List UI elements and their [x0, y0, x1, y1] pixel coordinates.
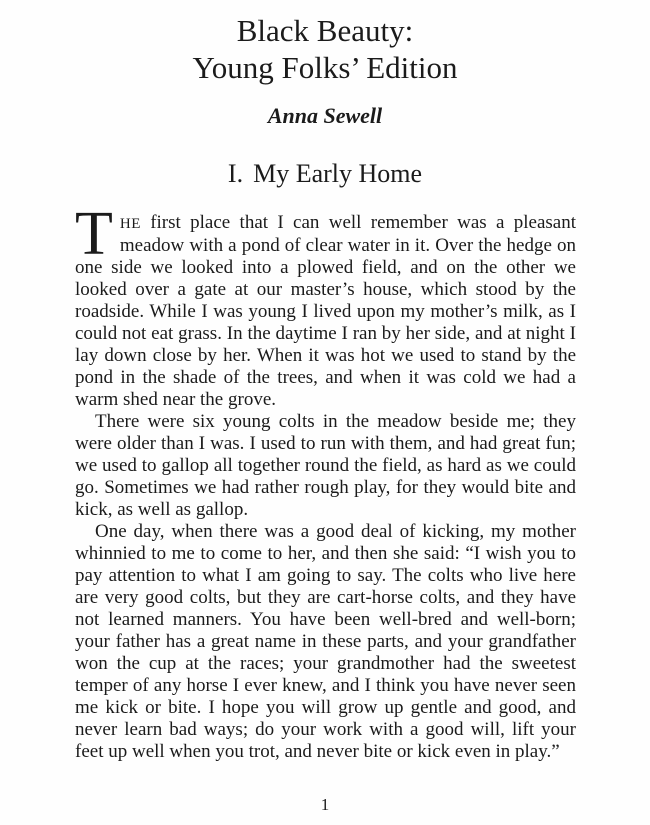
paragraph-3: One day, when there was a good deal of kicking, my mother whinnied to me to come to her, and then she said: “I wish you to pay attention to what I am going to say. The colts who live here are very good colts, but they are cart-horse colts, and they have not learned manners. You have been well-bred and well-born; your father has a great name in these parts, and your grandfather won the cup at the races; your grandmother had the sweetest temper of any horse I ever knew, and I think you have never seen me kick or bite. I hope you will grow up gentle and good, and never learn bad ways; do your work with a good will, lift your feet up well when you trot, and never bite or kick even in play.” — [75, 520, 576, 762]
author-name: Anna Sewell — [267, 103, 383, 128]
drop-cap: T — [75, 199, 113, 268]
small-caps-lead: HE — [119, 215, 141, 232]
book-title-line2: Young Folks’ Edition — [192, 50, 458, 85]
body-text — [75, 199, 576, 763]
chapter-number: I. — [227, 159, 244, 188]
paragraph-2: There were six young colts in the meadow beside me; they were older than I was. I used to run with them, and had great fun; we used to gallop all together round the field, as hard as we could go. Sometimes we had rather rough play, for they would bite and kick, as well as gallop. — [75, 410, 576, 520]
page-number: 1 — [320, 795, 330, 814]
book-title — [0, 12, 650, 86]
book-header — [0, 0, 650, 129]
book-title-line1: Black Beauty: — [236, 13, 414, 48]
chapter-heading — [0, 158, 650, 190]
paragraph-1-text: first place that I can well remember was a pleasant meadow with a pond of clear water in it. Over the hedge on one side we looked into a plowed field, and on the other we looked over a gate at our master’s house, which stood by the roadside. While I was young I lived upon my mother’s milk, as I could not eat grass. In the daytime I ran by her side, and at night I lay down close by her. When it was hot we used to stand by the pond in the shade of the trees, and when it was cold we had a warm shed near the grove. — [75, 211, 576, 410]
paragraph-1 — [75, 199, 576, 411]
chapter-title: My Early Home — [253, 159, 423, 188]
